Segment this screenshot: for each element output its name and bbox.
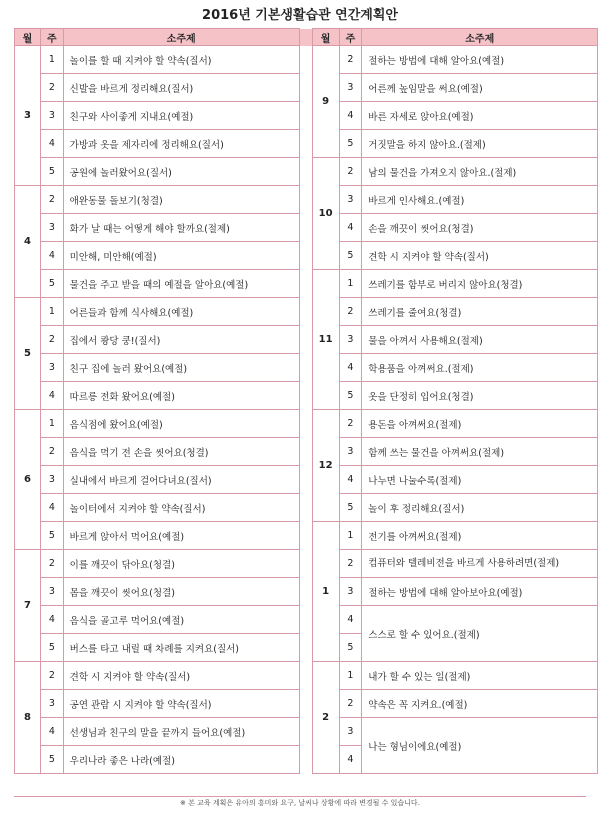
week-cell: 5 (41, 158, 64, 186)
month-cell-12: 12 (312, 410, 339, 522)
topic-cell: 용돈을 아껴써요(절제) (362, 410, 598, 438)
topic-cell: 나누면 나눌수록(절제) (362, 466, 598, 494)
week-cell: 4 (41, 494, 64, 522)
month-cell-9: 9 (312, 46, 339, 158)
topic-cell: 집에서 쾅당 쿵!(질서) (63, 326, 299, 354)
topic-cell: 놀이터에서 지켜야 할 약속(질서) (63, 494, 299, 522)
week-cell: 5 (339, 242, 362, 270)
week-cell: 1 (41, 298, 64, 326)
topic-cell: 견학 시 지켜야 할 약속(질서) (362, 242, 598, 270)
topic-cell: 어른께 높임말을 써요(예절) (362, 74, 598, 102)
week-cell: 2 (339, 158, 362, 186)
topic-cell: 전기를 아껴써요(절제) (362, 522, 598, 550)
week-cell: 2 (41, 74, 64, 102)
topic-cell: 옷을 단정히 입어요(청결) (362, 382, 598, 410)
week-cell: 5 (339, 130, 362, 158)
week-cell: 2 (41, 662, 64, 690)
topic-cell: 견학 시 지켜야 할 약속(질서) (63, 662, 299, 690)
week-cell: 2 (41, 186, 64, 214)
topic-cell: 절하는 방법에 대해 알아보아요(예절) (362, 578, 598, 606)
topic-cell: 이를 깨끗이 닦아요(청결) (63, 550, 299, 578)
week-cell: 3 (41, 578, 64, 606)
month-cell-4: 4 (15, 186, 41, 298)
month-cell-11: 11 (312, 270, 339, 410)
topic-cell: 실내에서 바르게 걸어다녀요(질서) (63, 466, 299, 494)
topic-cell: 공원에 놀러왔어요(질서) (63, 158, 299, 186)
week-cell: 5 (41, 634, 64, 662)
topic-cell: 나는 형님이에요(예절) (362, 718, 598, 774)
topic-cell: 신발을 바르게 정리해요(질서) (63, 74, 299, 102)
topic-cell: 따르릉 전화 왔어요(예절) (63, 382, 299, 410)
topic-cell: 함께 쓰는 물건을 아껴써요(절제) (362, 438, 598, 466)
topic-cell: 컴퓨터와 텔레비전을 바르게 사용하려면(절제) (362, 550, 598, 578)
topic-cell: 버스를 타고 내릴 때 차례를 지켜요(질서) (63, 634, 299, 662)
topic-cell: 놀이를 할 때 지켜야 할 약속(질서) (63, 46, 299, 74)
topic-cell: 우리나라 좋은 나라(예절) (63, 746, 299, 774)
topic-cell: 손을 깨끗이 씻어요(청결) (362, 214, 598, 242)
week-cell: 3 (339, 74, 362, 102)
week-cell: 5 (339, 634, 362, 662)
topic-cell: 몸을 깨끗이 씻어요(청결) (63, 578, 299, 606)
month-cell-10: 10 (312, 158, 339, 270)
header-month-left: 월 (15, 29, 41, 46)
topic-cell: 학용품을 아껴써요.(절제) (362, 354, 598, 382)
month-cell-3: 3 (15, 46, 41, 186)
month-cell-5: 5 (15, 298, 41, 410)
week-cell: 4 (339, 214, 362, 242)
footnote: ※ 본 교육 계획은 유아의 흥미와 요구, 날씨나 상황에 따라 변경될 수 있습니다. (14, 796, 586, 809)
week-cell: 3 (339, 438, 362, 466)
week-cell: 3 (339, 186, 362, 214)
column-gap (299, 29, 312, 46)
header-week-left: 주 (41, 29, 64, 46)
week-cell: 5 (41, 270, 64, 298)
topic-cell: 친구 집에 놀러 왔어요(예절) (63, 354, 299, 382)
week-cell: 5 (339, 494, 362, 522)
header-month-right: 월 (312, 29, 339, 46)
week-cell: 2 (339, 550, 362, 578)
topic-cell: 쓰레기를 함부로 버리지 않아요(청결) (362, 270, 598, 298)
topic-cell: 바른 자세로 앉아요(예절) (362, 102, 598, 130)
week-cell: 3 (41, 354, 64, 382)
month-cell-2: 2 (312, 662, 339, 774)
week-cell: 5 (41, 746, 64, 774)
week-cell: 4 (339, 102, 362, 130)
topic-cell: 내가 할 수 있는 일(절제) (362, 662, 598, 690)
topic-cell: 가방과 옷을 제자리에 정리해요(질서) (63, 130, 299, 158)
week-cell: 3 (339, 578, 362, 606)
topic-cell: 절하는 방법에 대해 알아요(예절) (362, 46, 598, 74)
week-cell: 4 (339, 606, 362, 634)
table-row (15, 46, 598, 74)
topic-cell: 공연 관람 시 지켜야 할 약속(질서) (63, 690, 299, 718)
week-cell: 2 (41, 438, 64, 466)
week-cell: 4 (339, 466, 362, 494)
week-cell: 4 (41, 242, 64, 270)
header-row (15, 29, 598, 46)
topic-cell: 미안해, 미안해(예절) (63, 242, 299, 270)
week-cell: 1 (41, 46, 64, 74)
week-cell: 4 (41, 382, 64, 410)
week-cell: 4 (41, 606, 64, 634)
week-cell: 5 (41, 522, 64, 550)
week-cell: 4 (339, 746, 362, 774)
week-cell: 1 (339, 522, 362, 550)
month-cell-1: 1 (312, 522, 339, 662)
week-cell: 2 (41, 326, 64, 354)
week-cell: 4 (41, 130, 64, 158)
week-cell: 3 (41, 690, 64, 718)
month-cell-8: 8 (15, 662, 41, 774)
topic-cell: 물건을 주고 받을 때의 예절을 알아요(예절) (63, 270, 299, 298)
week-cell: 4 (339, 354, 362, 382)
column-gap (299, 46, 312, 774)
week-cell: 2 (339, 690, 362, 718)
topic-cell: 바르게 앉아서 먹어요(예절) (63, 522, 299, 550)
header-topic-right: 소주제 (362, 29, 598, 46)
topic-cell: 물을 아껴서 사용해요(절제) (362, 326, 598, 354)
topic-cell: 친구와 사이좋게 지내요(예절) (63, 102, 299, 130)
topic-cell: 약속은 꼭 지켜요.(예절) (362, 690, 598, 718)
week-cell: 1 (339, 662, 362, 690)
week-cell: 4 (41, 718, 64, 746)
week-cell: 3 (41, 466, 64, 494)
topic-cell: 남의 물건을 가져오지 않아요.(절제) (362, 158, 598, 186)
week-cell: 1 (339, 270, 362, 298)
topic-cell: 화가 날 때는 어떻게 해야 할까요(절제) (63, 214, 299, 242)
annual-plan-table (14, 28, 598, 774)
topic-cell: 음식을 골고루 먹어요(예절) (63, 606, 299, 634)
header-topic-left: 소주제 (63, 29, 299, 46)
header-week-right: 주 (339, 29, 362, 46)
month-cell-7: 7 (15, 550, 41, 662)
topic-cell: 애완동물 돌보기(청결) (63, 186, 299, 214)
week-cell: 3 (339, 718, 362, 746)
week-cell: 5 (339, 382, 362, 410)
topic-cell: 거짓말을 하지 않아요.(절제) (362, 130, 598, 158)
topic-cell: 음식을 먹기 전 손을 씻어요(청결) (63, 438, 299, 466)
topic-cell: 놀이 후 정리해요(질서) (362, 494, 598, 522)
week-cell: 1 (41, 410, 64, 438)
page-title: 2016년 기본생활습관 연간계획안 (202, 8, 398, 23)
week-cell: 2 (41, 550, 64, 578)
week-cell: 2 (339, 410, 362, 438)
topic-cell: 어른들과 함께 식사해요(예절) (63, 298, 299, 326)
month-cell-6: 6 (15, 410, 41, 550)
week-cell: 3 (339, 326, 362, 354)
topic-cell: 스스로 할 수 있어요.(절제) (362, 606, 598, 662)
week-cell: 3 (41, 214, 64, 242)
week-cell: 3 (41, 102, 64, 130)
topic-cell: 음식점에 왔어요(예절) (63, 410, 299, 438)
topic-cell: 쓰레기를 줄여요(청결) (362, 298, 598, 326)
topic-cell: 바르게 인사해요.(예절) (362, 186, 598, 214)
week-cell: 2 (339, 298, 362, 326)
topic-cell: 선생님과 친구의 말을 끝까지 들어요(예절) (63, 718, 299, 746)
week-cell: 2 (339, 46, 362, 74)
